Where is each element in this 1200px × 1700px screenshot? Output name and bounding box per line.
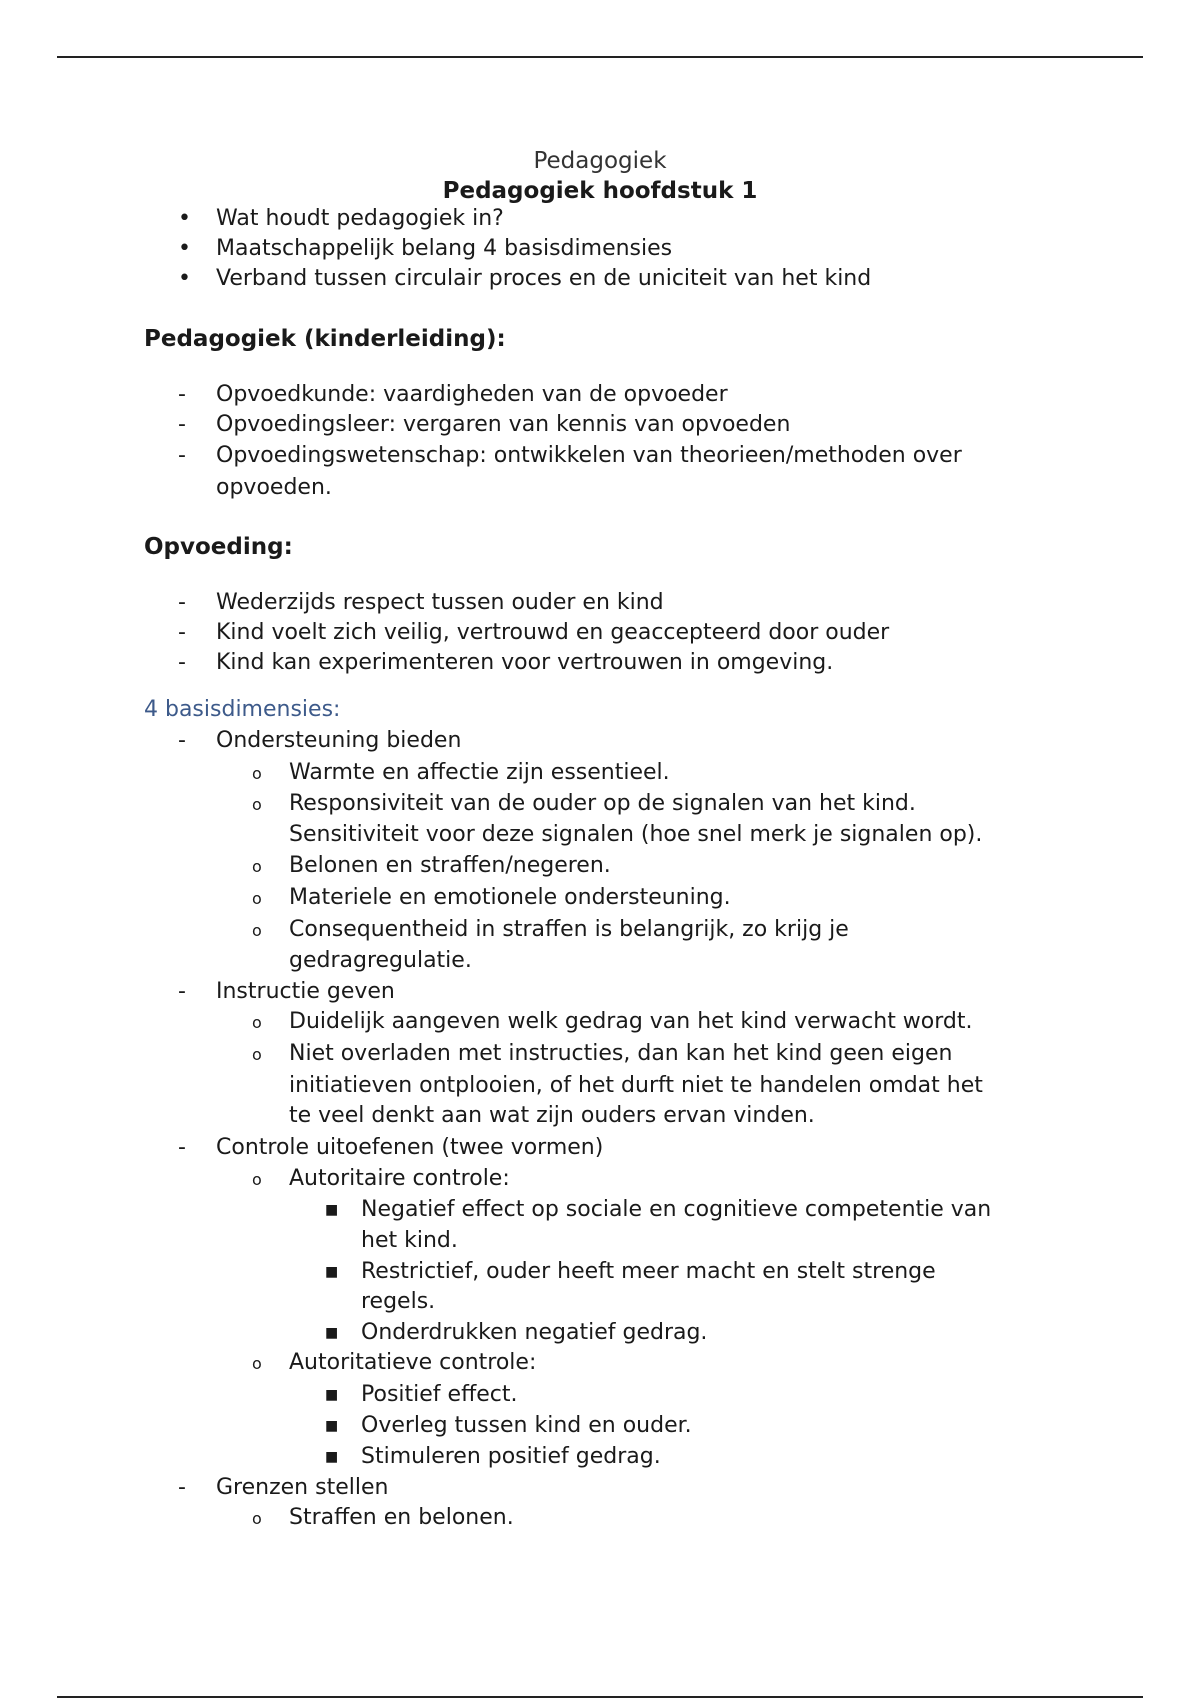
intro-bullet: Maatschappelijk belang 4 basisdimensies	[216, 236, 673, 261]
sub-sub-item-continuation: regels.	[361, 1289, 436, 1314]
list-item: Wederzijds respect tussen ouder en kind	[216, 590, 664, 615]
sub-sub-item: Overleg tussen kind en ouder.	[361, 1413, 692, 1438]
dimension-label: Ondersteuning bieden	[216, 728, 462, 753]
dash-marker: -	[178, 443, 186, 468]
sub-sub-item: Restrictief, ouder heeft meer macht en stelt strenge	[361, 1259, 936, 1284]
sub-sub-item: Onderdrukken negatief gedrag.	[361, 1320, 708, 1345]
sub-item-continuation: initiatieven ontplooien, of het durft niet te handelen omdat het	[289, 1073, 983, 1098]
intro-bullet: Wat houdt pedagogiek in?	[216, 206, 504, 231]
square-marker: ■	[325, 1449, 339, 1465]
square-marker: ■	[325, 1264, 339, 1280]
list-item: Kind voelt zich veilig, vertrouwd en geaccepteerd door ouder	[216, 620, 890, 645]
intro-bullet: Verband tussen circulair proces en de uniciteit van het kind	[216, 266, 872, 291]
list-item: Opvoedingsleer: vergaren van kennis van opvoeden	[216, 412, 791, 437]
dimension-label: Instructie geven	[216, 979, 395, 1004]
dash-marker: -	[178, 1135, 186, 1160]
sub-sub-item-continuation: het kind.	[361, 1228, 458, 1253]
sub-sub-item: Stimuleren positief gedrag.	[361, 1444, 661, 1469]
circle-marker: o	[252, 1170, 262, 1189]
dash-marker: -	[178, 979, 186, 1004]
sub-item: Autoritaire controle:	[289, 1166, 510, 1191]
bullet-marker: •	[178, 206, 191, 231]
square-marker: ■	[325, 1418, 339, 1434]
dash-marker: -	[178, 382, 186, 407]
square-marker: ■	[325, 1325, 339, 1341]
sub-item-continuation: gedragregulatie.	[289, 948, 472, 973]
section-heading-blue: 4 basisdimensies:	[144, 697, 341, 722]
dash-marker: -	[178, 650, 186, 675]
list-item: Opvoedkunde: vaardigheden van de opvoeder	[216, 382, 728, 407]
circle-marker: o	[252, 795, 262, 814]
sub-item: Belonen en straffen/negeren.	[289, 853, 611, 878]
document-subtitle: Pedagogiek hoofdstuk 1	[442, 178, 758, 204]
circle-marker: o	[252, 1045, 262, 1064]
dash-marker: -	[178, 590, 186, 615]
section-heading: Pedagogiek (kinderleiding):	[144, 326, 506, 352]
sub-item: Materiele en emotionele ondersteuning.	[289, 885, 731, 910]
circle-marker: o	[252, 857, 262, 876]
sub-item: Warmte en affectie zijn essentieel.	[289, 760, 670, 785]
dash-marker: -	[178, 728, 186, 753]
sub-item: Consequentheid in straffen is belangrijk, zo krijg je	[289, 917, 849, 942]
circle-marker: o	[252, 1509, 262, 1528]
dimension-label: Controle uitoefenen (twee vormen)	[216, 1135, 604, 1160]
sub-item: Responsiviteit van de ouder op de signalen van het kind.	[289, 791, 916, 816]
square-marker: ■	[325, 1202, 339, 1218]
bullet-marker: •	[178, 266, 191, 291]
list-item: Kind kan experimenteren voor vertrouwen in omgeving.	[216, 650, 834, 675]
section-heading: Opvoeding:	[144, 534, 293, 560]
dash-marker: -	[178, 620, 186, 645]
sub-item: Straffen en belonen.	[289, 1505, 514, 1530]
sub-item: Autoritatieve controle:	[289, 1350, 537, 1375]
circle-marker: o	[252, 1354, 262, 1373]
dash-marker: -	[178, 412, 186, 437]
square-marker: ■	[325, 1387, 339, 1403]
list-item-continuation: opvoeden.	[216, 475, 332, 500]
circle-marker: o	[252, 1013, 262, 1032]
sub-sub-item: Negatief effect op sociale en cognitieve competentie van	[361, 1197, 992, 1222]
sub-item-continuation: Sensitiviteit voor deze signalen (hoe snel merk je signalen op).	[289, 822, 983, 847]
sub-item: Niet overladen met instructies, dan kan het kind geen eigen	[289, 1041, 953, 1066]
footer-rule	[57, 1696, 1143, 1698]
sub-item: Duidelijk aangeven welk gedrag van het kind verwacht wordt.	[289, 1009, 973, 1034]
dimension-label: Grenzen stellen	[216, 1475, 389, 1500]
circle-marker: o	[252, 889, 262, 908]
sub-sub-item: Positief effect.	[361, 1382, 518, 1407]
list-item: Opvoedingswetenschap: ontwikkelen van theorieen/methoden over	[216, 443, 962, 468]
sub-item-continuation: te veel denkt aan wat zijn ouders ervan vinden.	[289, 1103, 815, 1128]
circle-marker: o	[252, 921, 262, 940]
circle-marker: o	[252, 764, 262, 783]
header-rule	[57, 56, 1143, 58]
dash-marker: -	[178, 1475, 186, 1500]
document-title: Pedagogiek	[533, 148, 667, 174]
bullet-marker: •	[178, 236, 191, 261]
